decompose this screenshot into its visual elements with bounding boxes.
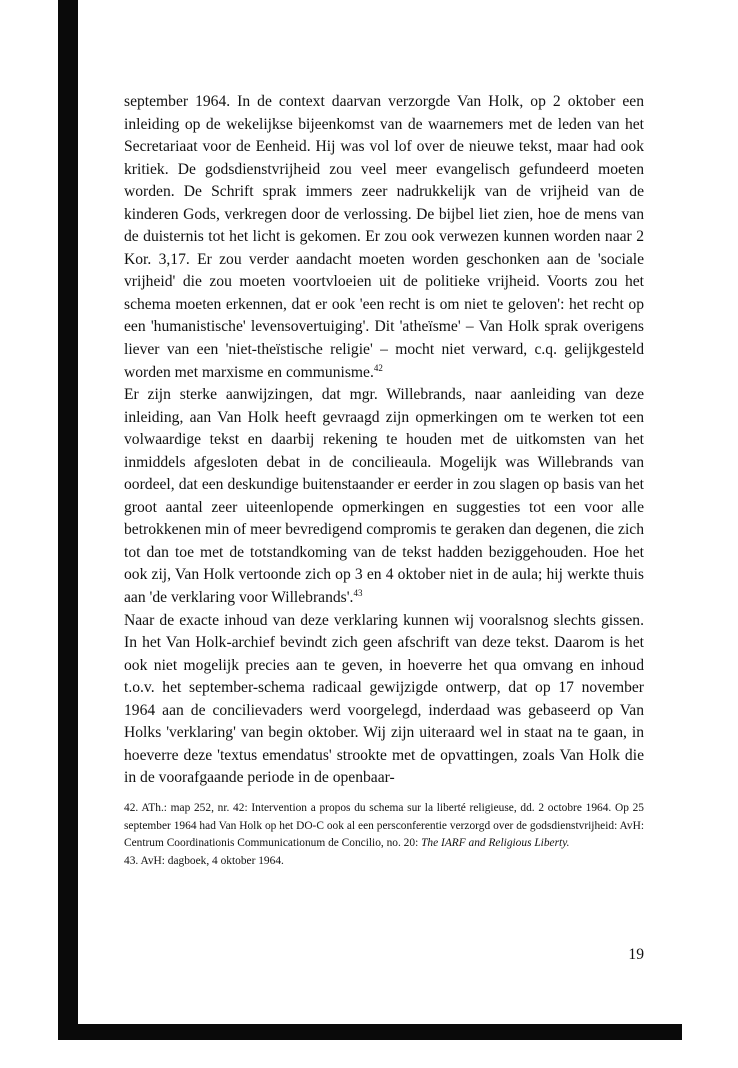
paragraph: Naar de exacte inhoud van deze verklaring kunnen wij vooralsnog slechts gissen. In het Van Holk-archief bevindt zich geen afschrift van deze tekst. Daarom is het ook niet mogelijk precies aan te geven, in hoeverre het qua omvang en inhoud t.o.v. het september-schema radicaal gewijzigde ontwerp, dat op 17 november 1964 aan de concilievaders werd voorgelegd, inderdaad was gebaseerd op Van Holks 'verklaring' van begin oktober. Wij zijn uiteraard wel in staat na te gaan, in hoeverre deze 'textus emendatus' strookte met de opvattingen, zoals Van Holk die in de voorafgaande periode in de openbaar- — [124, 611, 644, 787]
scan-edge-bottom — [58, 1024, 682, 1040]
footnote-ref[interactable]: 42 — [373, 362, 383, 373]
scan-edge-left — [58, 0, 78, 1040]
footnote-43: 43. AvH: dagboek, 4 oktober 1964. — [124, 854, 284, 867]
paragraph: september 1964. In de context daarvan verzorgde Van Holk, op 2 oktober een inleiding op de wekelijkse bijeenkomst van de waarnemers met de leden van het Secretariaat voor de Eenheid. Hij was vol lof over de nieuwe tekst, maar had ook kritiek. De godsdienstvrijheid zou veel meer evangelisch gefundeerd moeten worden. De Schrift sprak immers zeer nadrukkelijk van de vrijheid van de kinderen Gods, verkregen door de verlossing. De bijbel liet zien, hoe de mens van de duisternis tot het licht is gekomen. Er zou ook verwezen kunnen worden naar 2 Kor. 3,17. Er zou verder aandacht moeten worden geschonken aan de 'sociale vrijheid' die zou moeten voortvloeien uit de politieke vrijheid. Voorts zou het schema moeten erkennen, dat er ook 'een recht is om niet te geloven': het recht op een 'humanistische' levensovertuiging'. Dit 'atheïsme' – Van Holk sprak overigens liever van een 'niet-theïstische religie' – mocht niet verward, c.q. gelijkgesteld worden met marxisme en communisme.$^{42}$ — [124, 93, 644, 381]
main-text — [124, 91, 644, 790]
page-number: 19 — [628, 946, 644, 963]
footnote-ref[interactable]: 43 — [353, 587, 363, 598]
footnote-42: 42. ATh.: map 252, nr. 42: Intervention a propos du schema sur la liberté religieuse, dd. 2 octobre 1964. Op 25 september 1964 had Van Holk op het DO-C ook al een persconferentie verzorgd over de godsdienstvrijheid: AvH: Centrum Coordinationis Communicationum de Concilio, no. 20: The IARF and Religious Liberty. — [124, 802, 644, 850]
footnote-title: The IARF and Religious Liberty. — [421, 837, 570, 850]
paragraph: Er zijn sterke aanwijzingen, dat mgr. Willebrands, naar aanleiding van deze inleiding, aan Van Holk heeft gevraagd zijn opmerkingen om te werken tot een volwaardige tekst en daarbij rekening te houden met de uitkomsten van het inmiddels afgesloten debat in de concilieaula. Mogelijk was Willebrands van oordeel, dat een deskundige buitenstaander er eerder in zou slagen op basis van het groot aantal zeer uiteenlopende opmerkingen en suggesties tot een voor alle betrokkenen min of meer bevredigend compromis te geraken dan degenen, die zich tot dan toe met de totstandkoming van de tekst hadden beziggehouden. Hoe het ook zij, Van Holk vertoonde zich op 3 en 4 oktober niet in de aula; hij werkte thuis aan 'de verklaring voor Willebrands'.$^{43}$ — [124, 386, 644, 607]
footnotes — [124, 800, 644, 870]
